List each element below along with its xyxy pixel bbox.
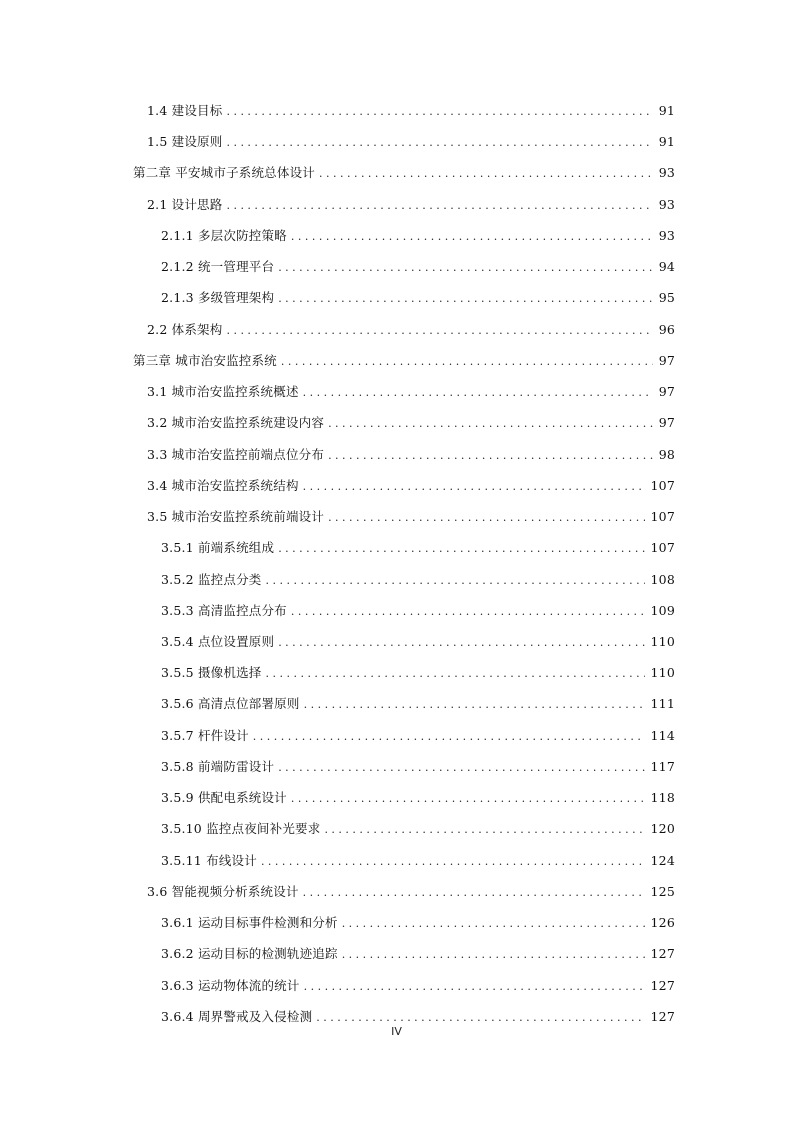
toc-entry-page: 91 xyxy=(658,103,675,118)
toc-entry[interactable] xyxy=(147,413,675,433)
toc-entry-title: 3.5.4 点位设置原则 xyxy=(161,634,275,649)
toc-entry-title: 1.4 建设目标 xyxy=(147,103,223,118)
toc-entry[interactable] xyxy=(147,445,675,465)
toc-dot-leader xyxy=(226,133,652,153)
toc-entry-page: 127 xyxy=(650,946,675,961)
toc-entry-page: 127 xyxy=(650,978,675,993)
toc-entry-page: 110 xyxy=(650,634,675,649)
toc-entry-page: 107 xyxy=(650,478,675,493)
toc-entry[interactable] xyxy=(147,101,675,121)
toc-entry[interactable] xyxy=(147,132,675,152)
toc-entry-title: 第二章 平安城市子系统总体设计 xyxy=(133,165,315,180)
toc-subentry[interactable] xyxy=(161,694,675,714)
toc-entry-title: 3.2 城市治安监控系统建设内容 xyxy=(147,415,325,430)
toc-dot-leader xyxy=(278,289,653,309)
toc-subentry[interactable] xyxy=(161,288,675,308)
toc-entry-title: 3.5.1 前端系统组成 xyxy=(161,540,275,555)
toc-entry-title: 3.6.1 运动目标事件检测和分析 xyxy=(161,915,338,930)
toc-entry-page: 118 xyxy=(650,790,675,805)
toc-entry-page: 95 xyxy=(658,290,675,305)
toc-entry-page: 109 xyxy=(650,603,675,618)
toc-entry[interactable] xyxy=(147,320,675,340)
toc-subentry[interactable] xyxy=(161,819,675,839)
page-number: IV xyxy=(391,1025,402,1038)
toc-entry-page: 125 xyxy=(650,884,675,899)
toc-subentry[interactable] xyxy=(161,663,675,683)
toc-entry-page: 107 xyxy=(650,509,675,524)
toc-subentry[interactable] xyxy=(161,570,675,590)
toc-subentry[interactable] xyxy=(161,788,675,808)
toc-dot-leader xyxy=(278,258,653,278)
toc-entry[interactable] xyxy=(147,382,675,402)
toc-entry-title: 3.5.8 前端防雷设计 xyxy=(161,759,275,774)
toc-entry-title: 3.1 城市治安监控系统概述 xyxy=(147,384,299,399)
toc-dot-leader xyxy=(291,789,645,809)
toc-subentry[interactable] xyxy=(161,757,675,777)
toc-subentry[interactable] xyxy=(161,226,675,246)
toc-dot-leader xyxy=(291,602,645,622)
toc-entry-title: 2.1.2 统一管理平台 xyxy=(161,259,275,274)
toc-entry-title: 1.5 建设原则 xyxy=(147,134,223,149)
toc-entry-page: 110 xyxy=(650,665,675,680)
toc-entry-page: 98 xyxy=(658,447,675,462)
toc-subentry[interactable] xyxy=(161,726,675,746)
toc-entry-page: 91 xyxy=(658,134,675,149)
toc-dot-leader xyxy=(265,664,644,684)
toc-dot-leader xyxy=(303,477,645,497)
toc-entry-page: 120 xyxy=(650,821,675,836)
toc-entry-page: 97 xyxy=(658,415,675,430)
toc-entry-page: 93 xyxy=(658,228,675,243)
toc-entry-page: 111 xyxy=(650,696,675,711)
toc-entry-title: 3.5.5 摄像机选择 xyxy=(161,665,262,680)
toc-entry-title: 3.5.2 监控点分类 xyxy=(161,572,262,587)
toc-dot-leader xyxy=(261,852,645,872)
toc-dot-leader xyxy=(328,414,653,434)
toc-entry-title: 第三章 城市治安监控系统 xyxy=(133,353,277,368)
toc-subentry[interactable] xyxy=(161,851,675,871)
toc-entry-title: 3.5 城市治安监控系统前端设计 xyxy=(147,509,325,524)
toc-dot-leader xyxy=(303,383,653,403)
toc-subentry[interactable] xyxy=(161,257,675,277)
toc-dot-leader xyxy=(342,914,645,934)
toc-entry-page: 96 xyxy=(658,322,675,337)
toc-entry[interactable] xyxy=(147,507,675,527)
toc-entry-title: 3.6.2 运动目标的检测轨迹追踪 xyxy=(161,946,338,961)
toc-entry-page: 107 xyxy=(650,540,675,555)
toc-entry-page: 127 xyxy=(650,1009,675,1024)
toc-dot-leader xyxy=(304,977,645,997)
toc-entry-page: 93 xyxy=(658,197,675,212)
toc-dot-leader xyxy=(226,321,652,341)
toc-entry-title: 2.2 体系架构 xyxy=(147,322,223,337)
toc-entry-page: 93 xyxy=(658,165,675,180)
toc-entry-title: 3.5.11 布线设计 xyxy=(161,853,257,868)
toc-subentry[interactable] xyxy=(161,913,675,933)
toc-dot-leader xyxy=(324,820,644,840)
toc-subentry[interactable] xyxy=(161,538,675,558)
toc-dot-leader xyxy=(319,164,653,184)
toc-entry-page: 124 xyxy=(650,853,675,868)
toc-entry-page: 94 xyxy=(658,259,675,274)
toc-entry-title: 3.5.7 杆件设计 xyxy=(161,728,249,743)
toc-subentry[interactable] xyxy=(161,632,675,652)
toc-entry-title: 3.6.4 周界警戒及入侵检测 xyxy=(161,1009,313,1024)
toc-entry-title: 3.5.10 监控点夜间补光要求 xyxy=(161,821,321,836)
toc-dot-leader xyxy=(226,102,652,122)
toc-entry-title: 3.3 城市治安监控前端点位分布 xyxy=(147,447,325,462)
toc-entry-title: 3.4 城市治安监控系统结构 xyxy=(147,478,299,493)
toc-subentry[interactable] xyxy=(161,1007,675,1027)
toc-entry-page: 126 xyxy=(650,915,675,930)
toc-entry[interactable] xyxy=(147,882,675,902)
toc-entry[interactable] xyxy=(147,195,675,215)
toc-dot-leader xyxy=(328,508,644,528)
toc-dot-leader xyxy=(291,227,653,247)
toc-entry-page: 114 xyxy=(650,728,675,743)
toc-entry[interactable] xyxy=(147,476,675,496)
toc-entry-title: 2.1.1 多层次防控策略 xyxy=(161,228,287,243)
toc-dot-leader xyxy=(304,695,645,715)
toc-dot-leader xyxy=(281,352,653,372)
toc-entry-title: 3.5.3 高清监控点分布 xyxy=(161,603,287,618)
toc-subentry[interactable] xyxy=(161,976,675,996)
toc-dot-leader xyxy=(265,571,644,591)
toc-chapter-entry[interactable] xyxy=(133,163,675,183)
toc-entry-page: 97 xyxy=(658,384,675,399)
toc-entry-title: 3.6 智能视频分析系统设计 xyxy=(147,884,299,899)
toc-entry-title: 2.1.3 多级管理架构 xyxy=(161,290,275,305)
toc-subentry[interactable] xyxy=(161,944,675,964)
toc-dot-leader xyxy=(342,945,645,965)
toc-entry-title: 3.5.6 高清点位部署原则 xyxy=(161,696,300,711)
toc-entry-title: 2.1 设计思路 xyxy=(147,197,223,212)
toc-entry-page: 97 xyxy=(658,353,675,368)
toc-dot-leader xyxy=(278,758,644,778)
toc-dot-leader xyxy=(278,539,644,559)
toc-entry-title: 3.6.3 运动物体流的统计 xyxy=(161,978,300,993)
toc-entry-page: 108 xyxy=(650,572,675,587)
toc-dot-leader xyxy=(253,727,645,747)
toc-dot-leader xyxy=(226,196,652,216)
toc-subentry[interactable] xyxy=(161,601,675,621)
toc-chapter-entry[interactable] xyxy=(133,351,675,371)
toc-entry-page: 117 xyxy=(650,759,675,774)
toc-entry-title: 3.5.9 供配电系统设计 xyxy=(161,790,287,805)
toc-dot-leader xyxy=(328,446,653,466)
toc-dot-leader xyxy=(278,633,644,653)
toc-dot-leader xyxy=(303,883,645,903)
